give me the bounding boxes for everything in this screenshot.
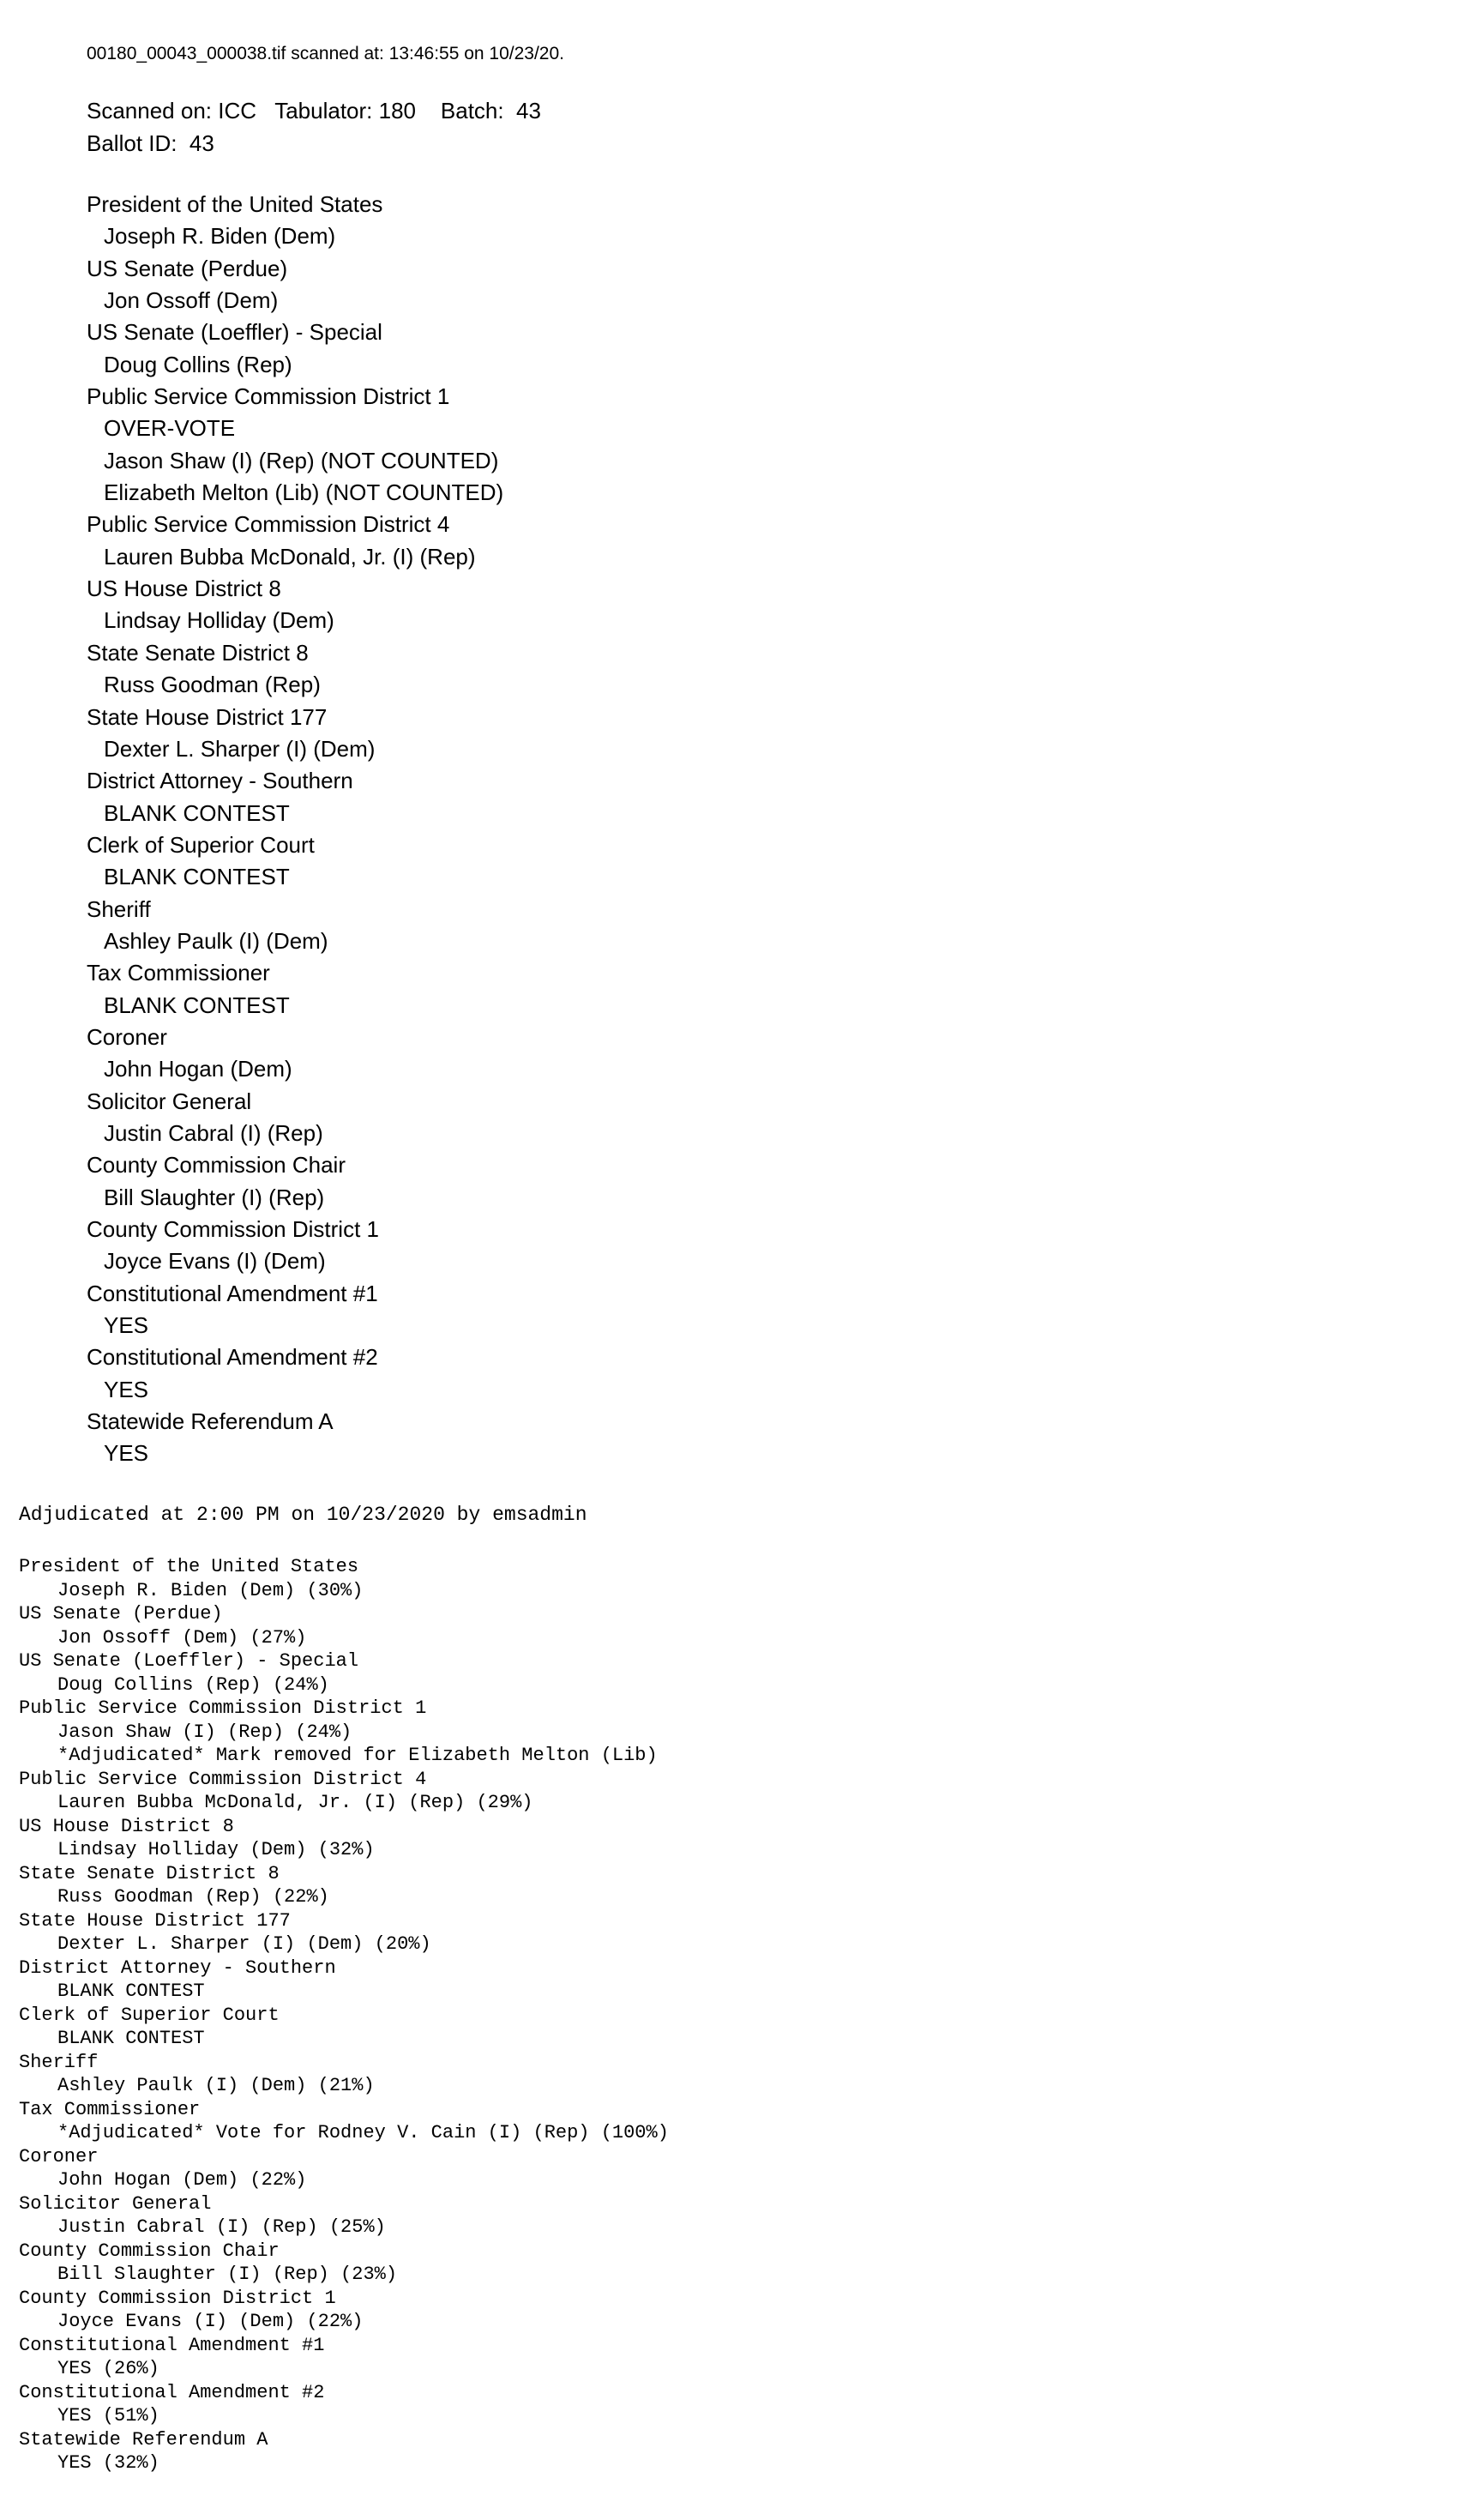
contest-block — [87, 189, 944, 253]
contest-name: Constitutional Amendment #1 — [87, 1280, 378, 1306]
contest-block — [19, 2004, 1391, 2051]
contest-name: Public Service Commission District 4 — [19, 1768, 427, 1790]
contest-choice: Joyce Evans (I) (Dem) — [104, 1248, 326, 1275]
contest-block — [19, 1768, 1391, 1815]
contest-block — [19, 1555, 1391, 1602]
adjudication-title: Adjudicated at 2:00 PM on 10/23/2020 by emsadmin — [19, 1504, 587, 1526]
contest-name: Tax Commissioner — [87, 960, 270, 986]
contest-choice: OVER-VOTE — [104, 415, 236, 442]
contest-block — [87, 573, 944, 637]
contest-block — [87, 509, 944, 573]
contest-name: US Senate (Loeffler) - Special — [87, 319, 382, 346]
contest-name: State Senate District 8 — [87, 639, 309, 666]
contest-name: Statewide Referendum A — [19, 2428, 268, 2451]
contest-name: Clerk of Superior Court — [87, 831, 315, 858]
contest-name: Solicitor General — [87, 1088, 252, 1114]
ballot-id-line: Ballot ID: 43 — [87, 130, 214, 156]
contest-name: Solicitor General — [19, 2192, 212, 2215]
contest-choice: YES — [104, 1440, 149, 1467]
contest-name: US Senate (Loeffler) - Special — [19, 1650, 359, 1672]
contest-name: Clerk of Superior Court — [19, 2004, 280, 2026]
scan-line: 00180_00043_000038.tif scanned at: 13:46:55 on 10/23/20. — [87, 44, 564, 63]
contest-choice: Justin Cabral (I) (Rep) (25%) — [57, 2216, 386, 2238]
contest-block — [87, 1341, 944, 1406]
contest-block — [19, 2381, 1391, 2428]
contest-block — [87, 1086, 944, 1150]
contest-name: Constitutional Amendment #2 — [19, 2381, 325, 2403]
contest-name: Statewide Referendum A — [87, 1408, 334, 1435]
contest-name: State Senate District 8 — [19, 1862, 280, 1884]
contest-block — [19, 1602, 1391, 1649]
contest-block — [19, 2145, 1391, 2192]
contest-name: President of the United States — [19, 1556, 359, 1577]
contest-name: US Senate (Perdue) — [19, 1603, 223, 1625]
contest-choice: Lindsay Holliday (Dem) (32%) — [57, 1839, 375, 1860]
contest-block — [87, 1022, 944, 1086]
contest-block — [87, 637, 944, 702]
contest-choice: Bill Slaughter (I) (Rep) (23%) — [57, 2264, 398, 2285]
contest-name: Coroner — [87, 1023, 167, 1050]
contest-name: State House District 177 — [87, 703, 328, 730]
contest-name: US Senate (Perdue) — [87, 255, 288, 281]
contest-block — [87, 1278, 944, 1342]
contest-block — [87, 894, 944, 958]
contest-block — [87, 1149, 944, 1214]
contest-block — [19, 1697, 1391, 1768]
contest-choice: Joyce Evans (I) (Dem) (22%) — [57, 2311, 364, 2332]
contest-choice: Jason Shaw (I) (Rep) (NOT COUNTED) — [104, 447, 499, 473]
contest-block — [87, 317, 944, 381]
scanned-on-line: Scanned on: ICC Tabulator: 180 Batch: 43 — [87, 98, 541, 124]
contest-choice: Ashley Paulk (I) (Dem) — [104, 927, 328, 954]
contest-choice: Dexter L. Sharper (I) (Dem) (20%) — [57, 1933, 431, 1955]
contest-block — [87, 957, 944, 1022]
contest-block — [19, 2098, 1391, 2145]
contest-name: Sheriff — [87, 895, 151, 922]
contest-choice: Joseph R. Biden (Dem) (30%) — [57, 1579, 364, 1601]
contest-name: District Attorney - Southern — [19, 1956, 336, 1979]
contest-block — [87, 702, 944, 766]
contest-choice: Lauren Bubba McDonald, Jr. (I) (Rep) (29%) — [57, 1792, 533, 1813]
contest-choice: Jason Shaw (I) (Rep) (24%) — [57, 1721, 352, 1743]
contest-name: Public Service Commission District 1 — [19, 1697, 427, 1719]
contest-name: Tax Commissioner — [19, 2098, 201, 2120]
contest-name: US House District 8 — [19, 1815, 234, 1837]
contest-name: US House District 8 — [87, 576, 281, 602]
contest-choice: Bill Slaughter (I) (Rep) — [104, 1184, 325, 1210]
contest-block — [19, 1956, 1391, 2004]
contest-name: County Commission District 1 — [87, 1216, 379, 1242]
contest-choice: Jon Ossoff (Dem) — [104, 287, 279, 314]
contest-choice: John Hogan (Dem) (22%) — [57, 2169, 307, 2191]
contest-choice: John Hogan (Dem) — [104, 1056, 292, 1082]
contest-block — [19, 2428, 1391, 2475]
contest-block — [19, 2192, 1391, 2240]
contest-choice: YES — [104, 1376, 149, 1402]
contest-choice: Ashley Paulk (I) (Dem) (21%) — [57, 2075, 375, 2096]
contest-choice: YES (26%) — [57, 2358, 159, 2379]
contest-name: State House District 177 — [19, 1909, 291, 1932]
contest-name: County Commission Chair — [87, 1152, 346, 1179]
contest-choice: YES (32%) — [57, 2452, 159, 2474]
contest-choice: *Adjudicated* Mark removed for Elizabeth Melton (Lib) — [57, 1745, 658, 1766]
adjudication-contest-list — [19, 1555, 1391, 2475]
contest-name: President of the United States — [87, 191, 383, 217]
contest-block — [87, 253, 944, 317]
contest-name: Constitutional Amendment #2 — [87, 1344, 378, 1371]
contest-block — [19, 2334, 1391, 2381]
contest-choice: Jon Ossoff (Dem) (27%) — [57, 1626, 307, 1649]
contest-choice: Russ Goodman (Rep) — [104, 672, 321, 698]
contest-name: Public Service Commission District 4 — [87, 511, 450, 538]
contest-choice: Russ Goodman (Rep) (22%) — [57, 1886, 329, 1908]
contest-choice: Elizabeth Melton (Lib) (NOT COUNTED) — [104, 479, 504, 506]
contest-name: Public Service Commission District 1 — [87, 383, 450, 410]
contest-name: Coroner — [19, 2145, 99, 2167]
contest-choice: Lauren Bubba McDonald, Jr. (I) (Rep) — [104, 543, 476, 570]
contest-block — [19, 1815, 1391, 1862]
contest-choice: BLANK CONTEST — [57, 1980, 205, 2002]
contest-choice: BLANK CONTEST — [104, 864, 290, 890]
contest-choice: Doug Collins (Rep) — [104, 351, 292, 377]
contest-block — [87, 829, 944, 894]
contest-block — [87, 765, 944, 829]
contest-choice: Doug Collins (Rep) (24%) — [57, 1673, 329, 1696]
contest-block — [19, 2287, 1391, 2334]
contest-choice: BLANK CONTEST — [104, 992, 290, 1018]
contest-block — [19, 2051, 1391, 2098]
contest-block — [87, 381, 944, 509]
ballot-contest-list — [87, 189, 944, 1470]
contest-choice: BLANK CONTEST — [104, 799, 290, 826]
contest-block — [19, 1649, 1391, 1697]
contest-block — [19, 1909, 1391, 1956]
contest-choice: BLANK CONTEST — [57, 2028, 205, 2049]
contest-block — [19, 2240, 1391, 2287]
contest-choice: YES — [104, 1312, 149, 1339]
contest-choice: Joseph R. Biden (Dem) — [104, 223, 336, 250]
contest-choice: *Adjudicated* Vote for Rodney V. Cain (I) (Rep) (100%) — [57, 2122, 669, 2143]
contest-name: County Commission District 1 — [19, 2287, 336, 2309]
contest-choice: Justin Cabral (I) (Rep) — [104, 1119, 323, 1146]
contest-name: County Commission Chair — [19, 2240, 280, 2262]
contest-choice: YES (51%) — [57, 2405, 159, 2427]
contest-block — [19, 1862, 1391, 1909]
contest-block — [87, 1214, 944, 1278]
contest-choice: Dexter L. Sharper (I) (Dem) — [104, 735, 376, 762]
contest-name: District Attorney - Southern — [87, 768, 353, 794]
contest-name: Sheriff — [19, 2051, 99, 2073]
contest-name: Constitutional Amendment #1 — [19, 2334, 325, 2356]
contest-choice: Lindsay Holliday (Dem) — [104, 607, 334, 634]
contest-block — [87, 1406, 944, 1470]
